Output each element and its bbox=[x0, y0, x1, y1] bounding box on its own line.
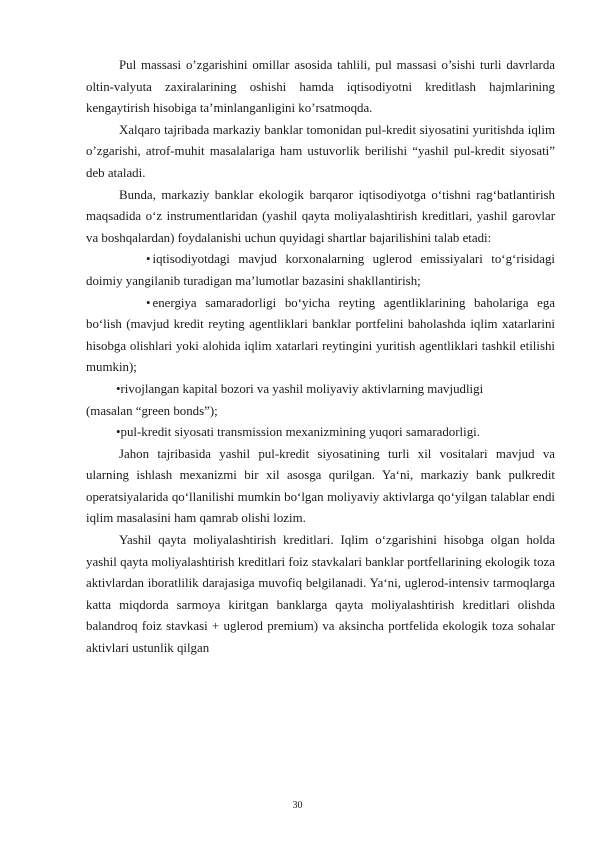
paragraph-green-refinancing-credits: Yashil qayta moliyalashtirish kreditlari. Iqlim o‘zgarishini hisobga olgan holda yashil qayta moliyalashtirish kreditlari foiz stavkalari banklar portfellarining ekologik toza aktivlardan iboratlilik darajasiga muvofiq belgilanadi. Ya‘ni, uglerod-intensiv tarmoqlarga katta miqdorda sarmoya kiritgan banklarga qayta moliyalashtirish kreditlari olishda balandroq foiz stavkasi + uglerod premium) va aksincha portfelida ekologik toza sohalar aktivlari ustunlik qilgan bbox=[86, 533, 555, 656]
document-body bbox=[86, 55, 555, 660]
bullet-text: energiya samaradorligi bo‘yicha reyting agentliklarining baholariga ega bo‘lish (mavjud kredit reyting agentliklari banklar portfelini baholashda iqlim xatarlarini hisobga olishlari yoki alohida iqlim xatarlari reytingini yuritish agentliklari tashkil etilishi mumkin); bbox=[86, 295, 555, 375]
bullet-capital-market-continuation: (masalan “green bonds”); bbox=[86, 403, 218, 418]
bullet-icon: • bbox=[116, 425, 121, 440]
bullet-rating-agencies bbox=[86, 293, 555, 379]
bullet-icon: • bbox=[116, 381, 121, 396]
paragraph-central-bank-conditions: Bunda, markaziy banklar ekologik barqaror iqtisodiyotga o‘tishni rag‘batlantirish maqsadida o‘z instrumentlaridan (yashil qayta moliyalashtirish kreditlari, yashil garovlar va boshqalardan) foydalanishi uchun quyidagi shartlar bajarilishini talab etadi: bbox=[86, 187, 555, 245]
bullet-text: rivojlangan kapital bozori va yashil moliyaviy aktivlarning mavjudligi bbox=[120, 381, 484, 396]
page-number: 30 bbox=[292, 800, 303, 811]
paragraph-world-practice: Jahon tajribasida yashil pul-kredit siyosatining turli xil vositalari mavjud va ularning ishlash mexanizmi bir xil asosga qurilgan. Ya‘ni, markaziy bank pulkredit operatsiyalarida qo‘llanilishi mumkin bo‘lgan moliyaviy aktivlarga qo‘yilgan talablar endi iqlim masalasini ham qamrab olishi lozim. bbox=[86, 446, 555, 526]
paragraph-green-monetary-policy: Xalqaro tajribada markaziy banklar tomonidan pul-kredit siyosatini yuritishda iqlim o’zgarishi, atrof-muhit masalalariga ham ustuvorlik berilishi “yashil pul-kredit siyosati” deb ataladi. bbox=[86, 122, 555, 180]
bullet-icon: • bbox=[146, 295, 151, 310]
bullet-icon: • bbox=[146, 252, 151, 267]
bullet-capital-market bbox=[86, 379, 555, 401]
bullet-text: pul-kredit siyosati transmission mexanizmining yuqori samaradorligi. bbox=[120, 425, 480, 440]
bullet-text: iqtisodiyotdagi mavjud korxonalarning uglerod emissiyalari to‘g‘risidagi doimiy yangilanib turadigan ma’lumotlar bazasini shakllantirish; bbox=[86, 252, 555, 288]
bullet-carbon-emissions-database bbox=[86, 249, 555, 292]
bullet-transmission-mechanism bbox=[86, 422, 555, 444]
paragraph-money-supply-analysis: Pul massasi o’zgarishini omillar asosida tahlili, pul massasi o’sishi turli davrlarda oltin-valyuta zaxiralarining oshishi hamda iqtisodiyotni kreditlash hajmlarining kengaytirish hisobiga ta’minlanganligini ko’rsatmoqda. bbox=[86, 58, 555, 116]
